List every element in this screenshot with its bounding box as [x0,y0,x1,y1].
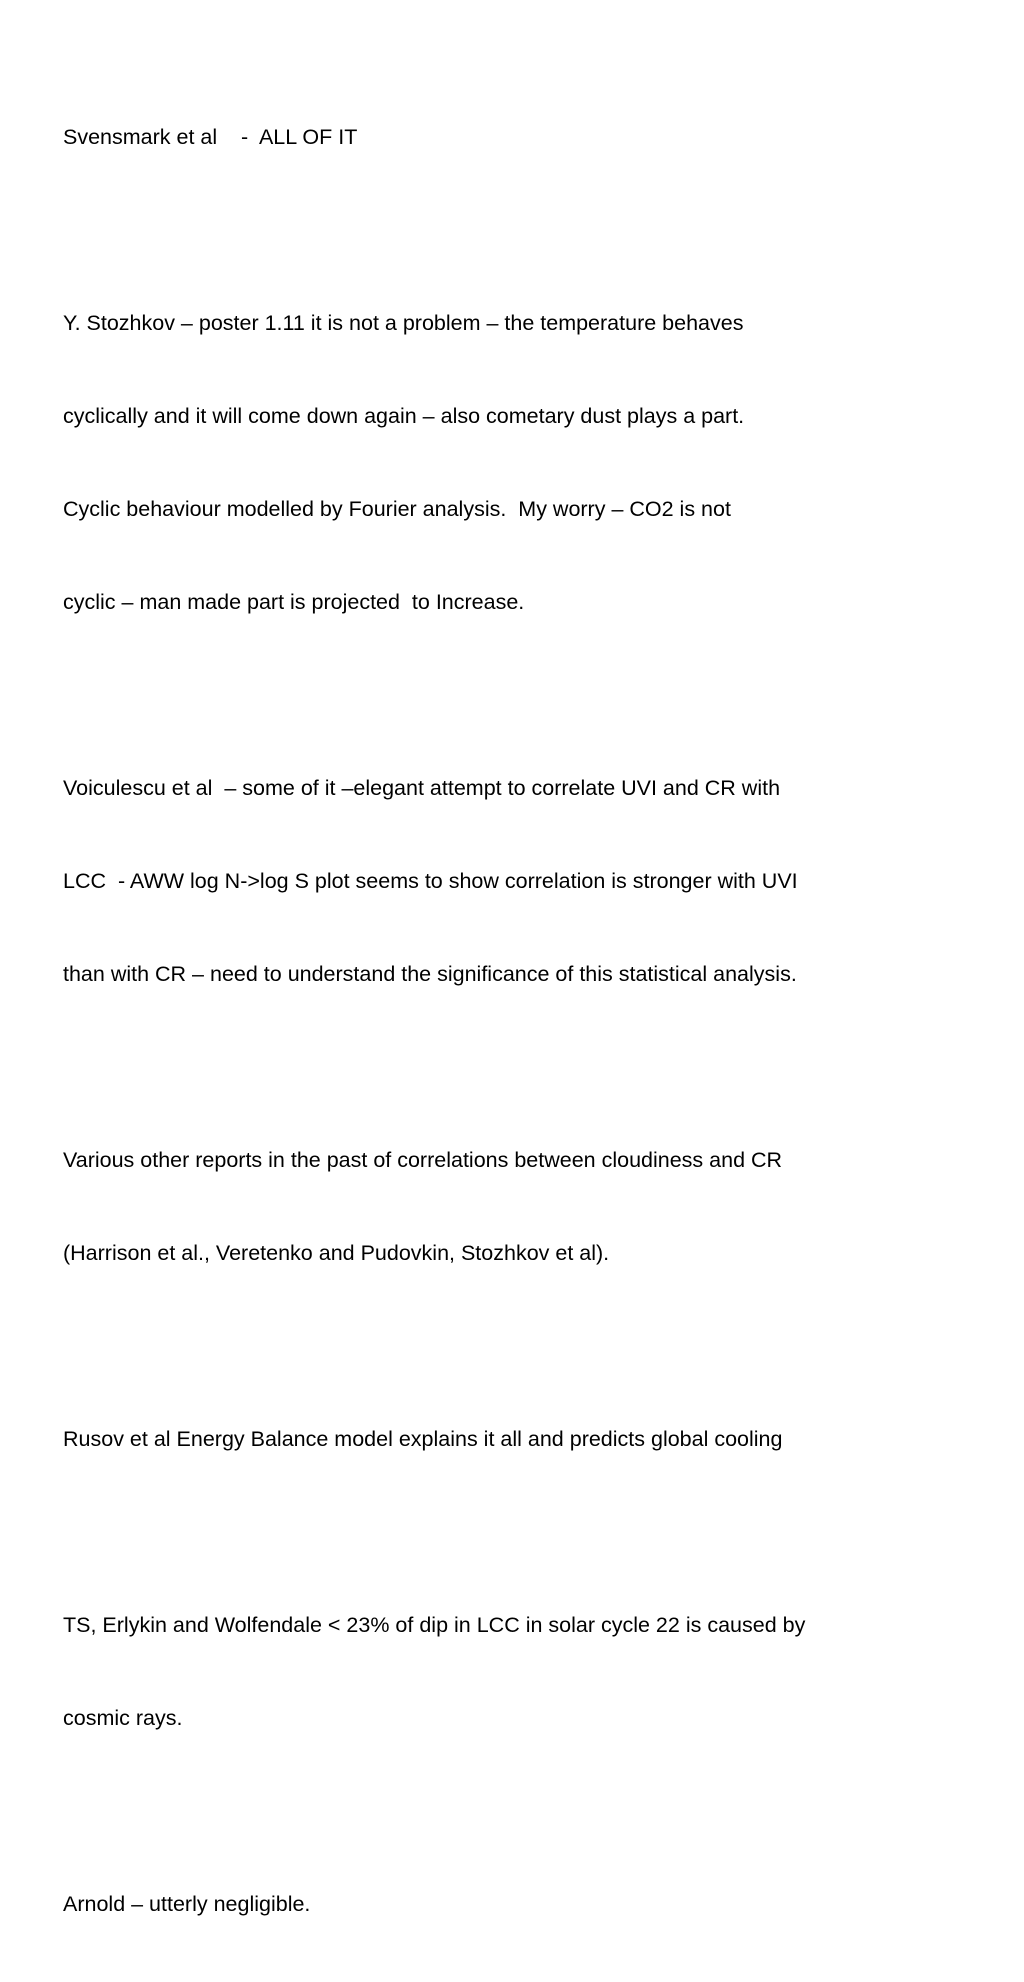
text-line: cyclically and it will come down again – also cometary dust plays a part. [63,404,745,428]
text-line: Cyclic behaviour modelled by Fourier analysis. My worry – CO2 is not [63,497,731,521]
text-line: Various other reports in the past of correlations between cloudiness and CR [63,1148,783,1172]
text-line: cyclic – man made part is projected to Increase. [63,590,525,614]
text-line: Voiculescu et al – some of it –elegant attempt to correlate UVI and CR with [63,776,781,800]
text-line: Y. Stozhkov – poster 1.11 it is not a problem – the temperature behaves [63,311,744,335]
paragraph-voiculescu [63,711,963,1052]
paragraph-rusov [63,1362,963,1517]
text-line: Svensmark et al - ALL OF IT [63,125,358,149]
text-line: TS, Erlykin and Wolfendale < 23% of dip in LCC in solar cycle 22 is caused by [63,1613,806,1637]
paragraph-svensmark [63,60,963,215]
text-line: cosmic rays. [63,1706,183,1730]
text-line: Arnold – utterly negligible. [63,1892,311,1916]
paragraph-stozhkov [63,246,963,680]
paragraph-arnold [63,1827,963,1982]
paragraph-erlykin-wolfendale [63,1548,963,1796]
text-line: than with CR – need to understand the significance of this statistical analysis. [63,962,797,986]
text-line: LCC - AWW log N->log S plot seems to show correlation is stronger with UVI [63,869,798,893]
slide-text-body [63,60,963,1982]
text-line: (Harrison et al., Veretenko and Pudovkin, Stozhkov et al). [63,1241,610,1265]
text-line: Rusov et al Energy Balance model explains it all and predicts global cooling [63,1427,783,1451]
paragraph-various-reports [63,1083,963,1331]
